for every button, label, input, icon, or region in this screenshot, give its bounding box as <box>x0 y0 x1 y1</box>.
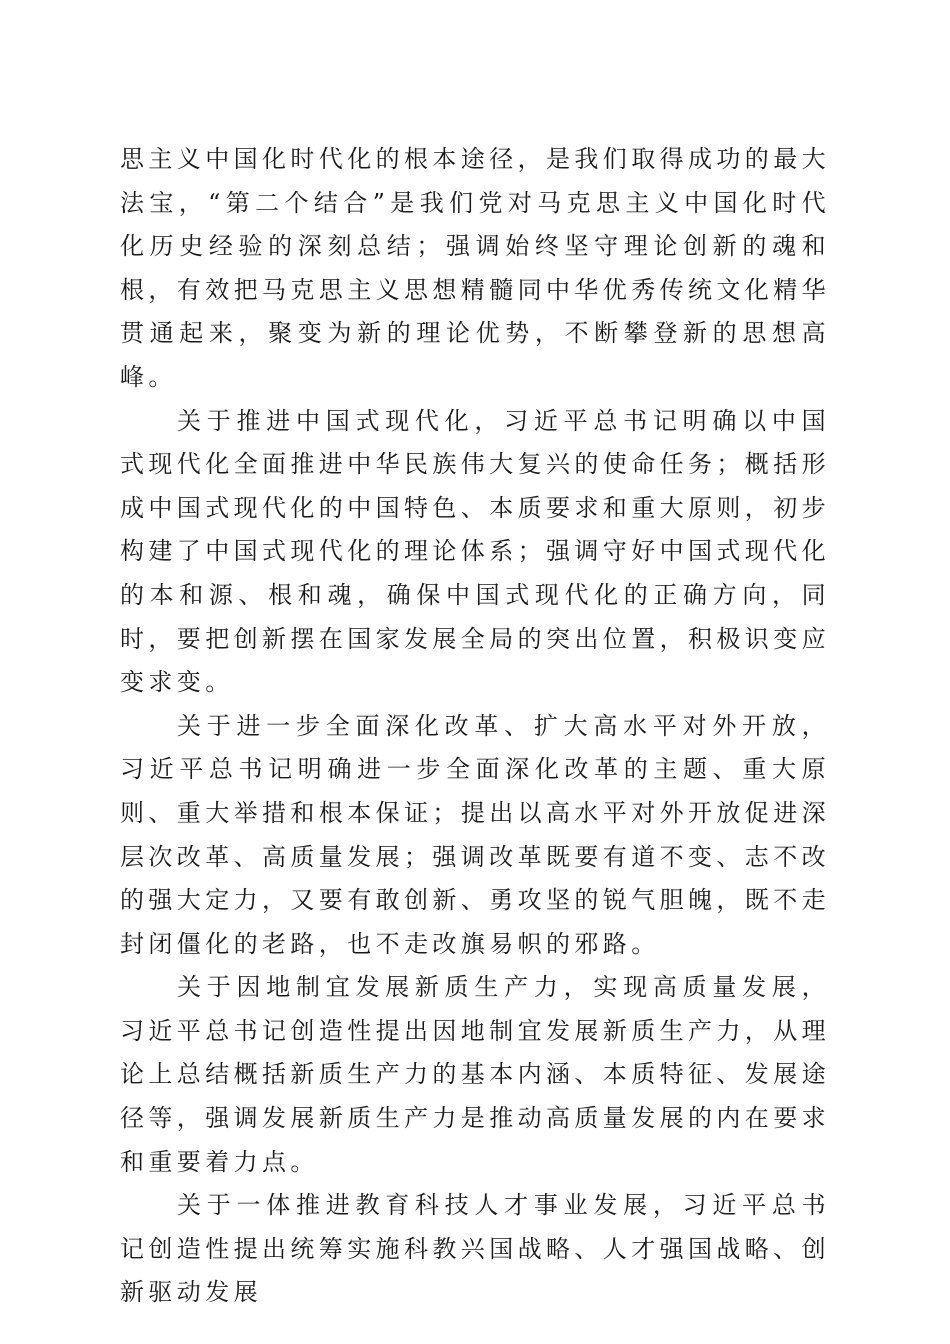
paragraph-5: 关于一体推进教育科技人才事业发展，习近平总书记创造性提出统筹实施科教兴国战略、人才强国战略、创新驱动发展 <box>120 1191 830 1307</box>
paragraph-1: 思主义中国化时代化的根本途径，是我们取得成功的最大法宝，“第二个结合”是我们党对马克思主义中国化时代化历史经验的深刻总结；强调始终坚守理论创新的魂和根，有效把马克思主义思想精髓同中华优秀传统文化精华贯通起来，聚变为新的理论优势，不断攀登新的思想高峰。 <box>120 145 830 391</box>
paragraph-4: 关于因地制宜发展新质生产力，实现高质量发展，习近平总书记创造性提出因地制宜发展新质生产力，从理论上总结概括新质生产力的基本内涵、本质特征、发展途径等，强调发展新质生产力是推动高质量发展的内在要求和重要着力点。 <box>120 973 830 1176</box>
paragraph-3: 关于进一步全面深化改革、扩大高水平对外开放，习近平总书记明确进一步全面深化改革的主题、重大原则、重大举措和根本保证；提出以高水平对外开放促进深层次改革、高质量发展；强调改革既要有道不变、志不改的强大定力，又要有敢创新、勇攻坚的锐气胆魄，既不走封闭僵化的老路，也不走改旗易帜的邪路。 <box>120 711 830 958</box>
paragraph-2: 关于推进中国式现代化，习近平总书记明确以中国式现代化全面推进中华民族伟大复兴的使命任务；概括形成中国式现代化的中国特色、本质要求和重大原则，初步构建了中国式现代化的理论体系；强调守好中国式现代化的本和源、根和魂，确保中国式现代化的正确方向，同时，要把创新摆在国家发展全局的突出位置，积极识变应变求变。 <box>120 406 830 697</box>
document-body <box>120 138 830 1315</box>
